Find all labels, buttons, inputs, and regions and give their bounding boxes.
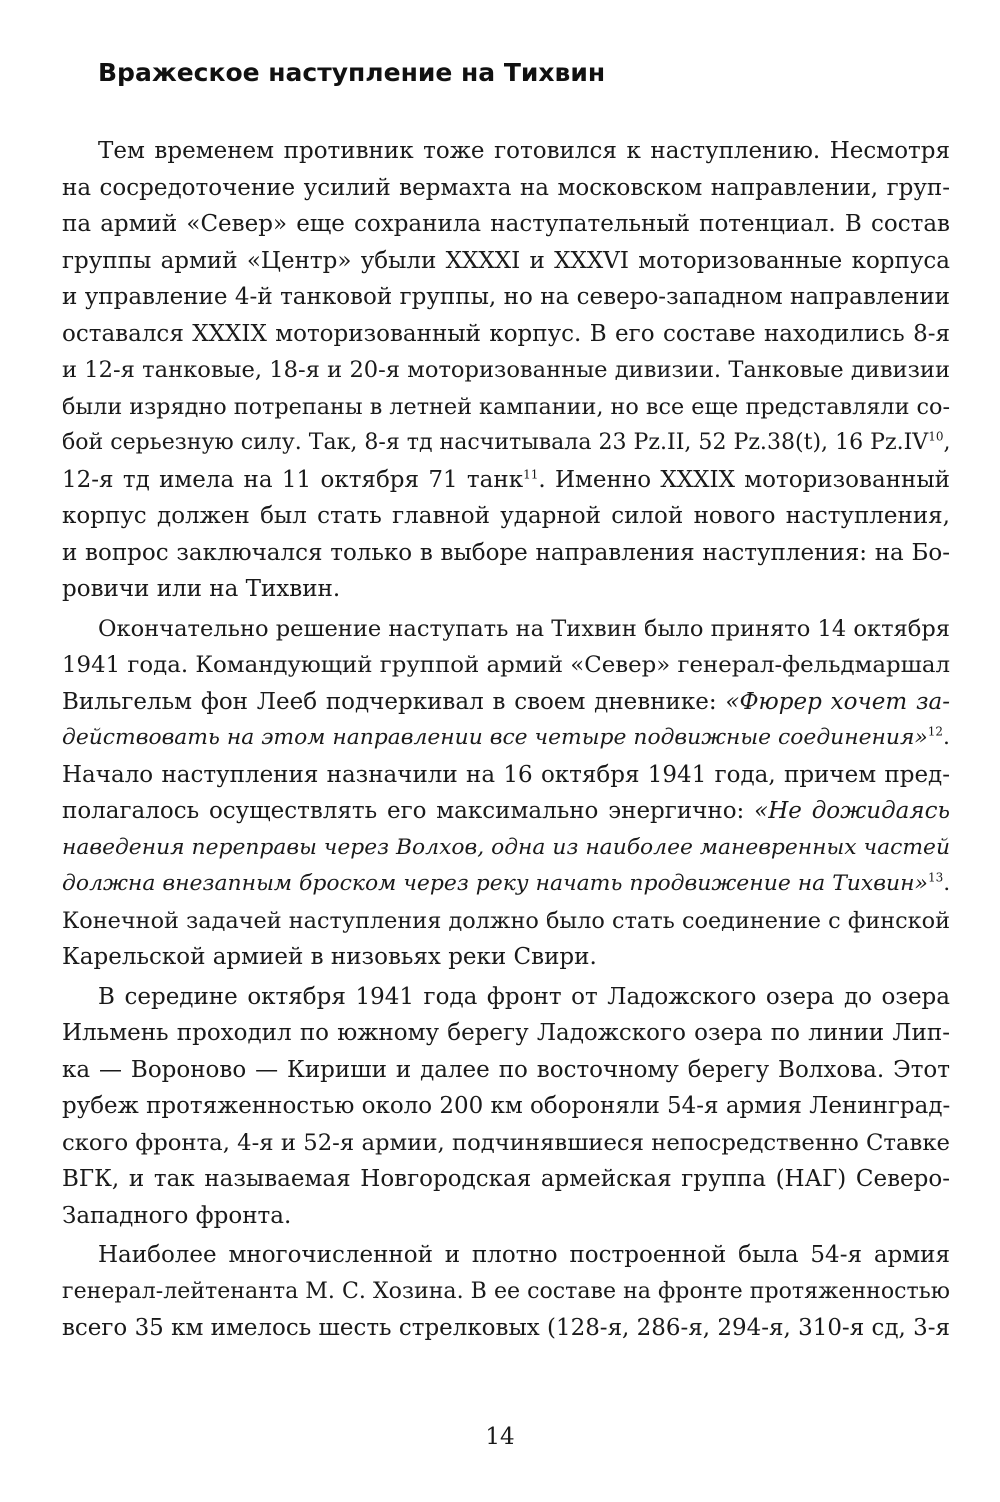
footnote-ref: 11 — [523, 466, 539, 481]
text-line: Наиболее многочисленной и плотно построенной была 54-я армия — [98, 1242, 950, 1268]
text-line: действовать на этом направлении все четыре подвижные соединения»$^{12}$. — [62, 724, 950, 750]
footnote-ref: 10 — [928, 429, 944, 444]
text-line: па армий «Север» еще сохранила наступательный потенциал. В состав — [62, 211, 950, 237]
page-number: 14 — [485, 1424, 515, 1450]
text-line: Тем временем противник тоже готовился к наступлению. Несмотря — [98, 138, 950, 164]
quote-text: действовать на этом направлении все четыре подвижные соединения» — [62, 725, 928, 750]
text-line: и 12-я танковые, 18-я и 20-я моторизованные дивизии. Танковые дивизии — [62, 357, 950, 383]
text-line: ВГК, и так называемая Новгородская армейская группа (НАГ) Северо- — [62, 1166, 950, 1192]
text-line: и вопрос заключался только в выборе направления наступления: на Бо- — [62, 539, 950, 566]
text-line: генерал-лейтенанта М. С. Хозина. В ее составе на фронте протяженностью — [62, 1278, 950, 1304]
text-line: корпус должен был стать главной ударной силой нового наступления, — [62, 503, 950, 529]
text-line: всего 35 км имелось шесть стрелковых (128-я, 286-я, 294-я, 310-я сд, 3-я — [62, 1315, 950, 1341]
footnote-ref: 13 — [927, 870, 944, 885]
text-line: бой серьезную силу. Так, 8-я тд насчитывала 23 Pz.II, 52 Pz.38(t), 16 Pz.IV$^{10}$, — [62, 429, 951, 455]
text-line: полагалось осуществлять его максимально энергично: «Не дожидаясь — [62, 798, 950, 824]
text-line: должна внезапным броском через реку начать продвижение на Тихвин»$^{13}$. — [62, 870, 951, 896]
text-line: 1941 года. Командующий группой армий «Север» генерал-фельдмаршал — [62, 652, 950, 678]
text-line: Ильмень проходил по южному берегу Ладожского озера по линии Лип- — [62, 1020, 950, 1046]
text-line: Окончательно решение наступать на Тихвин было принято 14 октября — [98, 615, 950, 642]
text-line: Конечной задачей наступления должно было стать соединение с финской — [62, 907, 950, 934]
text-line: 12-я тд имела на 11 октября 71 танк$^{11}$. Именно XXXIX моторизованный — [62, 466, 950, 493]
text-line: ровичи или на Тихвин. — [62, 576, 341, 602]
footnote-ref: 12 — [927, 724, 944, 739]
text-line: на сосредоточение усилий вермахта на московском направлении, груп- — [62, 174, 950, 201]
text-line: ского фронта, 4-я и 52-я армии, подчинявшиеся непосредственно Ставке — [62, 1129, 950, 1156]
paragraph — [62, 133, 950, 608]
text-line: были изрядно потрепаны в летней кампании, но все еще представляли со- — [62, 393, 950, 420]
body-text — [62, 133, 950, 1347]
quote-text: «Не дожидаясь — [754, 798, 950, 824]
paragraph — [62, 611, 950, 976]
text-line: группы армий «Центр» убыли XXXXI и XXXVI моторизованные корпуса — [62, 247, 950, 274]
quote-text: должна внезапным броском через реку начать продвижение на Тихвин» — [62, 871, 928, 896]
text-line: и управление 4-й танковой группы, но на северо-западном направлении — [62, 284, 950, 310]
text-line: В середине октября 1941 года фронт от Ладожского озера до озера — [98, 983, 950, 1010]
text-line: ка — Вороново — Кириши и далее по восточному берегу Волхова. Этот — [62, 1056, 950, 1083]
section-heading: Вражеское наступление на Тихвин — [98, 58, 606, 87]
text-line: Вильгельм фон Лееб подчеркивал в своем дневнике: «Фюрер хочет за- — [62, 688, 950, 715]
text-line — [62, 830, 950, 867]
text-line: Начало наступления назначили на 16 октября 1941 года, причем пред- — [62, 761, 950, 788]
text-line: рубеж протяженностью около 200 км обороняли 54-я армия Ленинград- — [62, 1093, 951, 1119]
text-line: Карельской армией в низовьях реки Свири. — [62, 944, 597, 970]
text-line: оставался XXXIX моторизованный корпус. В его составе находились 8-я — [62, 320, 950, 347]
text-line: Западного фронта. — [62, 1202, 292, 1229]
paragraph — [62, 979, 950, 1235]
quote-text: наведения переправы через Волхов, одна из наиболее маневренных частей — [62, 834, 950, 860]
paragraph — [62, 1237, 950, 1347]
quote-text: «Фюрер хочет за- — [725, 688, 950, 715]
